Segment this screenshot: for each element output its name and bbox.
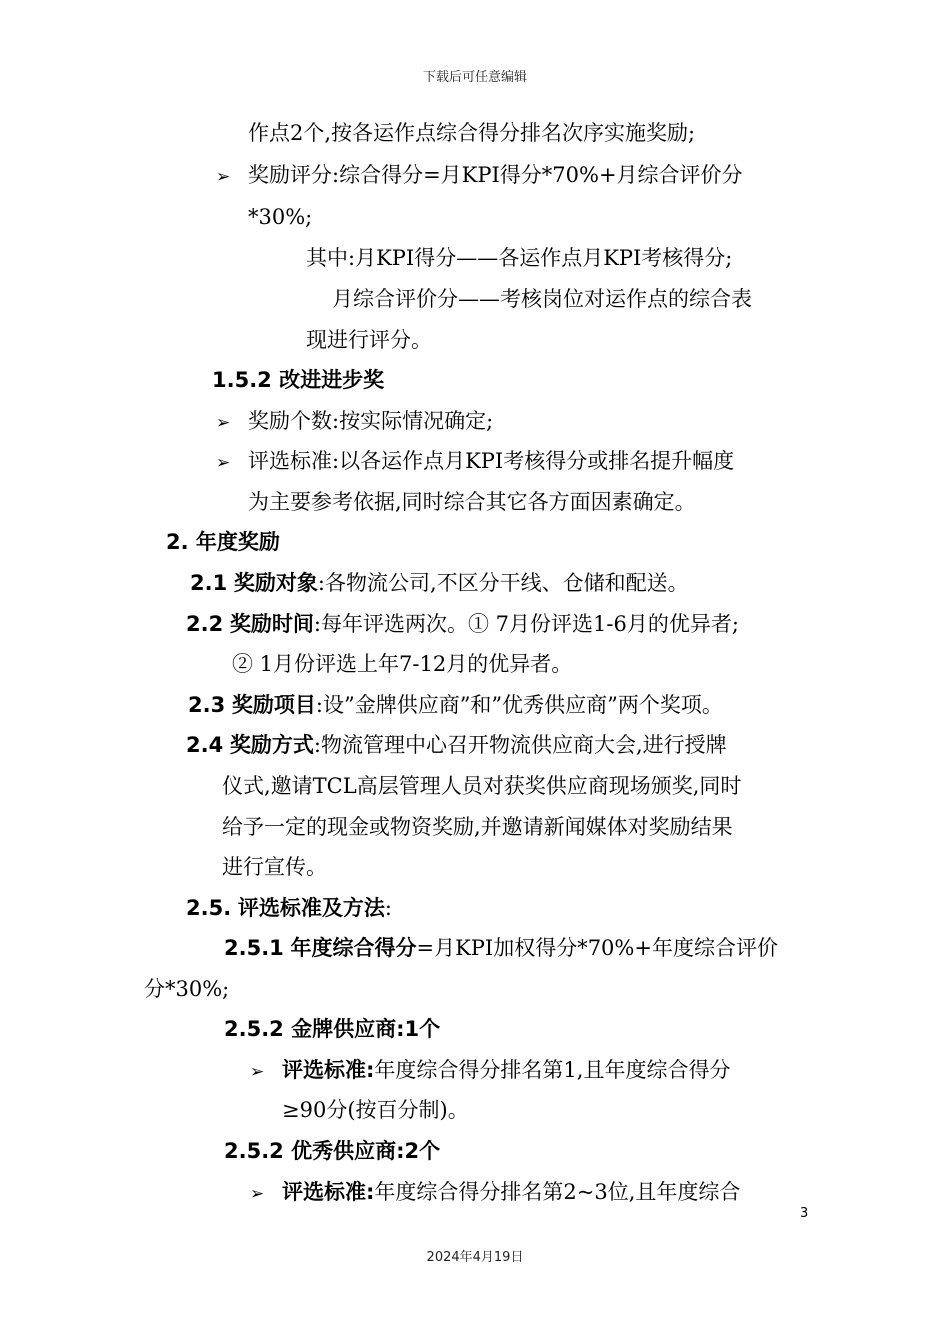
- bullet-item-text: 奖励个数:按实际情况确定;: [248, 409, 494, 433]
- section-title: 评选标准及方法: [237, 896, 385, 920]
- page-footer-date: 2024年4月19日: [426, 1250, 524, 1265]
- numbered-item: [190, 568, 689, 598]
- item-label: 评选标准:: [282, 1180, 375, 1204]
- item-label: 奖励方式: [229, 733, 314, 757]
- section-number: 2.: [166, 530, 189, 554]
- paragraph-line: 为主要参考依据,同时综合其它各方面因素确定。: [248, 490, 696, 514]
- paragraph-line: 分*30%;: [144, 977, 230, 1001]
- item-label: 奖励时间: [229, 612, 314, 636]
- section-number: 1.5.2: [212, 368, 272, 392]
- section-title: 年度奖励: [195, 530, 280, 554]
- item-text: =月KPI加权得分*70%+年度综合评价: [416, 936, 778, 960]
- item-number: 2.4: [186, 733, 224, 757]
- item-number: 2.3: [188, 693, 226, 717]
- bullet-arrow-icon: ➢: [216, 413, 231, 433]
- item-text: :物流管理中心召开物流供应商大会,进行授牌: [313, 733, 727, 757]
- paragraph-line: 进行宣传。: [222, 855, 327, 879]
- paragraph-line: 月综合评价分——考核岗位对运作点的综合表: [332, 287, 752, 311]
- paragraph-line: 给予一定的现金或物资奖励,并邀请新闻媒体对奖励结果: [222, 815, 733, 839]
- paragraph-line: 仪式,邀请TCL高层管理人员对获奖供应商现场颁奖,同时: [222, 774, 742, 798]
- numbered-item: [224, 933, 778, 963]
- item-number: 2.2: [186, 612, 224, 636]
- section-title: 金牌供应商:1个: [291, 1017, 441, 1041]
- item-text: :每年评选两次。① 7月份评选1-6月的优异者;: [313, 612, 739, 636]
- numbered-item: [188, 690, 723, 720]
- paragraph-line: 现进行评分。: [306, 328, 432, 352]
- bullet-arrow-icon: ➢: [250, 1184, 265, 1204]
- bullet-item-text: 奖励评分:综合得分=月KPI得分*70%+月综合评价分: [248, 163, 743, 187]
- paragraph-line: ② 1月份评选上年7-12月的优异者。: [232, 652, 573, 676]
- item-text: :设”金牌供应商”和”优秀供应商”两个奖项。: [315, 693, 723, 717]
- item-number: 2.1: [190, 571, 228, 595]
- section-heading: [166, 527, 280, 557]
- paragraph-line: *30%;: [248, 205, 313, 229]
- section-title: 改进进步奖: [279, 368, 385, 392]
- section-number: 2.5.: [186, 896, 232, 920]
- heading-colon: :: [384, 896, 392, 920]
- page-number: 3: [800, 1206, 809, 1221]
- item-label: 奖励项目: [231, 693, 316, 717]
- section-heading: [212, 365, 384, 395]
- section-heading: [224, 1136, 440, 1166]
- numbered-item: [186, 730, 727, 760]
- paragraph-line: 其中:月KPI得分——各运作点月KPI考核得分;: [306, 246, 733, 270]
- paragraph-line: 作点2个,按各运作点综合得分排名次序实施奖励;: [248, 121, 696, 145]
- bullet-arrow-icon: ➢: [216, 167, 231, 187]
- bullet-arrow-icon: ➢: [216, 453, 231, 473]
- numbered-item: [186, 609, 739, 639]
- item-label: 评选标准:: [282, 1058, 375, 1082]
- item-label: 年度综合得分: [290, 936, 417, 960]
- bullet-item-text: 评选标准:以各运作点月KPI考核得分或排名提升幅度: [248, 449, 735, 473]
- paragraph-line: ≥90分(按百分制)。: [282, 1098, 469, 1122]
- section-number: 2.5.2: [224, 1139, 284, 1163]
- section-heading: [224, 1014, 440, 1044]
- section-title: 优秀供应商:2个: [291, 1139, 441, 1163]
- item-number: 2.5.1: [224, 936, 284, 960]
- item-text: :各物流公司,不区分干线、仓储和配送。: [317, 571, 689, 595]
- section-number: 2.5.2: [224, 1017, 284, 1041]
- bullet-arrow-icon: ➢: [250, 1062, 265, 1082]
- item-text: 年度综合得分排名第1,且年度综合得分: [374, 1058, 731, 1082]
- bullet-item-text: [282, 1055, 730, 1085]
- section-heading: [186, 893, 392, 923]
- item-label: 奖励对象: [233, 571, 318, 595]
- bullet-item-text: [282, 1177, 740, 1207]
- item-text: 年度综合得分排名第2~3位,且年度综合: [374, 1180, 741, 1204]
- page-header: 下载后可任意编辑: [422, 70, 527, 85]
